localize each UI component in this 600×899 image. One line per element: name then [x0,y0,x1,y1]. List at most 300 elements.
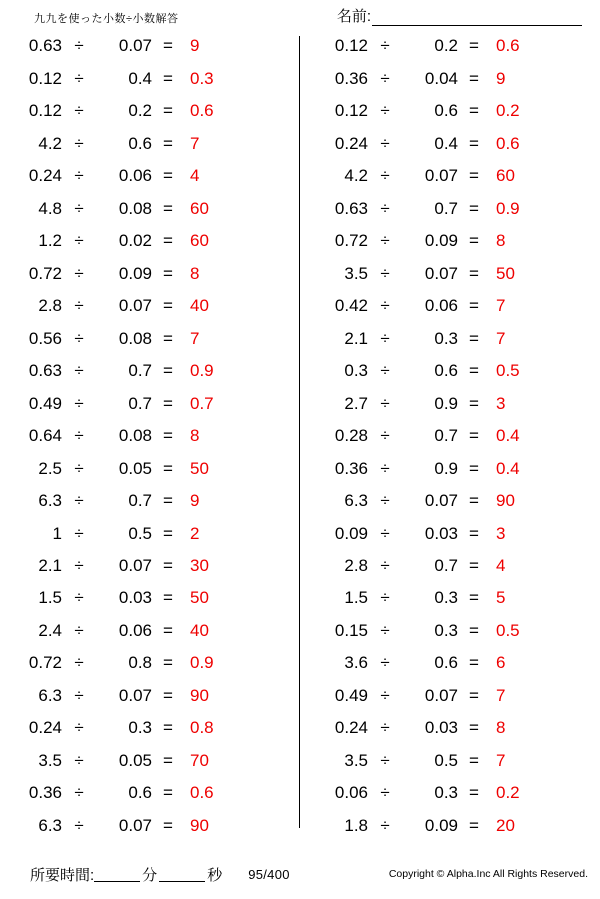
problem-row [312,452,600,484]
problem-row [312,290,600,322]
equals-icon: = [469,361,479,381]
answer-value: 6 [496,653,506,673]
equals-icon: = [163,685,173,705]
name-field-group [337,5,588,26]
operand-a: 4.2 [344,166,368,186]
answer-value: 50 [190,458,209,478]
problem-row [6,30,294,62]
answer-value: 7 [496,296,506,316]
problem-row [312,127,600,159]
equals-icon: = [469,36,479,56]
divide-icon: ÷ [380,718,390,738]
operand-a: 2.5 [38,458,62,478]
divide-icon: ÷ [74,783,84,803]
divide-icon: ÷ [74,36,84,56]
problem-row [312,257,600,289]
operand-b: 0.06 [118,166,152,186]
answer-value: 0.6 [496,133,520,153]
equals-icon: = [469,166,479,186]
equals-icon: = [469,133,479,153]
operand-b: 0.07 [424,685,458,705]
operand-a: 1.5 [38,588,62,608]
operand-b: 0.03 [118,588,152,608]
problem-row [6,777,294,809]
equals-icon: = [469,718,479,738]
problem-row [312,582,600,614]
problem-row [312,550,600,582]
operand-a: 3.6 [344,653,368,673]
divide-icon: ÷ [380,101,390,121]
answer-value: 0.9 [190,361,214,381]
divide-icon: ÷ [74,166,84,186]
divide-icon: ÷ [74,815,84,835]
problem-row [312,810,600,842]
divide-icon: ÷ [380,653,390,673]
operand-b: 0.8 [128,653,152,673]
equals-icon: = [469,296,479,316]
divide-icon: ÷ [380,393,390,413]
operand-b: 0.02 [118,231,152,251]
divide-icon: ÷ [380,523,390,543]
operand-a: 3.5 [38,750,62,770]
answer-value: 50 [496,263,515,283]
problem-row [6,420,294,452]
equals-icon: = [163,458,173,478]
answer-value: 60 [190,198,209,218]
divide-icon: ÷ [380,328,390,348]
equals-icon: = [163,198,173,218]
answer-value: 90 [190,815,209,835]
answer-value: 0.6 [496,36,520,56]
answer-value: 90 [496,491,515,511]
problem-row [6,517,294,549]
answer-value: 0.7 [190,393,214,413]
operand-b: 0.9 [434,458,458,478]
operand-b: 0.07 [118,296,152,316]
equals-icon: = [469,426,479,446]
operand-b: 0.4 [434,133,458,153]
operand-a: 0.36 [28,783,62,803]
operand-a: 6.3 [38,685,62,705]
answer-value: 0.6 [190,101,214,121]
operand-b: 0.2 [128,101,152,121]
operand-a: 3.5 [344,263,368,283]
problem-row [6,680,294,712]
problem-row [312,647,600,679]
equals-icon: = [469,783,479,803]
divide-icon: ÷ [74,231,84,251]
operand-a: 0.36 [334,458,368,478]
answer-value: 0.4 [496,458,520,478]
operand-b: 0.5 [128,523,152,543]
divide-icon: ÷ [380,68,390,88]
operand-b: 0.7 [434,426,458,446]
operand-a: 0.24 [334,133,368,153]
operand-b: 0.07 [424,166,458,186]
answer-value: 9 [496,68,506,88]
answer-value: 0.9 [496,198,520,218]
problem-row [312,30,600,62]
operand-a: 1.2 [38,231,62,251]
operand-b: 0.07 [118,685,152,705]
divide-icon: ÷ [380,296,390,316]
problem-row [6,712,294,744]
minutes-input-line[interactable] [94,866,140,882]
divide-icon: ÷ [380,426,390,446]
problem-row [312,95,600,127]
problem-row [6,387,294,419]
answer-value: 0.9 [190,653,214,673]
operand-a: 2.1 [344,328,368,348]
answer-value: 9 [190,36,200,56]
answer-value: 9 [190,491,200,511]
answer-value: 30 [190,555,209,575]
operand-b: 0.6 [128,133,152,153]
answer-value: 0.4 [496,426,520,446]
equals-icon: = [163,426,173,446]
problem-row [6,225,294,257]
divide-icon: ÷ [380,588,390,608]
operand-a: 0.63 [334,198,368,218]
answer-value: 0.2 [496,101,520,121]
answer-value: 50 [190,588,209,608]
operand-b: 0.09 [118,263,152,283]
problem-row [312,192,600,224]
operand-b: 0.07 [118,36,152,56]
operand-b: 0.03 [424,718,458,738]
time-label: 所要時間: [30,866,95,884]
answer-value: 20 [496,815,515,835]
problem-row [6,160,294,192]
page-title: 九九を使った小数÷小数解答 [34,13,179,25]
operand-a: 0.12 [28,101,62,121]
answer-value: 5 [496,588,506,608]
column-divider [299,36,300,828]
operand-b: 0.03 [424,523,458,543]
problem-row [6,127,294,159]
divide-icon: ÷ [74,458,84,478]
operand-a: 0.72 [334,231,368,251]
operand-b: 0.3 [128,718,152,738]
operand-a: 6.3 [38,815,62,835]
equals-icon: = [163,783,173,803]
operand-a: 6.3 [38,491,62,511]
operand-a: 0.36 [334,68,368,88]
equals-icon: = [469,620,479,640]
operand-b: 0.3 [434,620,458,640]
problem-row [312,517,600,549]
equals-icon: = [163,620,173,640]
operand-b: 0.3 [434,328,458,348]
operand-a: 1 [52,523,62,543]
operand-b: 0.05 [118,750,152,770]
problem-row [6,192,294,224]
operand-a: 0.24 [28,718,62,738]
equals-icon: = [469,101,479,121]
equals-icon: = [163,231,173,251]
equals-icon: = [163,296,173,316]
answer-value: 4 [496,555,506,575]
problem-row [6,647,294,679]
answer-value: 4 [190,166,200,186]
operand-a: 0.72 [28,263,62,283]
worksheet-footer [0,857,600,891]
problem-row [6,62,294,94]
answer-value: 8 [190,426,200,446]
problem-column-right [294,30,600,842]
equals-icon: = [469,263,479,283]
operand-b: 0.04 [424,68,458,88]
divide-icon: ÷ [380,361,390,381]
divide-icon: ÷ [380,198,390,218]
divide-icon: ÷ [74,750,84,770]
operand-a: 0.56 [28,328,62,348]
problem-column-left [0,30,294,842]
problem-columns [0,30,600,842]
equals-icon: = [163,393,173,413]
operand-b: 0.7 [434,555,458,575]
divide-icon: ÷ [74,685,84,705]
divide-icon: ÷ [380,263,390,283]
operand-b: 0.07 [424,491,458,511]
divide-icon: ÷ [380,555,390,575]
equals-icon: = [163,328,173,348]
operand-a: 1.8 [344,815,368,835]
problem-row [6,745,294,777]
operand-a: 0.42 [334,296,368,316]
operand-a: 0.12 [334,101,368,121]
operand-b: 0.09 [424,231,458,251]
answer-value: 7 [190,328,200,348]
problem-row [312,225,600,257]
problem-row [6,257,294,289]
problem-row [6,810,294,842]
operand-a: 0.3 [344,361,368,381]
problem-row [312,387,600,419]
problem-row [6,550,294,582]
equals-icon: = [469,750,479,770]
divide-icon: ÷ [74,361,84,381]
problem-row [312,615,600,647]
operand-b: 0.3 [434,783,458,803]
answer-value: 90 [190,685,209,705]
equals-icon: = [163,588,173,608]
divide-icon: ÷ [74,101,84,121]
divide-icon: ÷ [74,620,84,640]
equals-icon: = [163,361,173,381]
operand-b: 0.08 [118,426,152,446]
equals-icon: = [163,523,173,543]
equals-icon: = [469,815,479,835]
equals-icon: = [163,166,173,186]
operand-b: 0.07 [118,555,152,575]
equals-icon: = [469,231,479,251]
operand-a: 0.09 [334,523,368,543]
equals-icon: = [469,393,479,413]
divide-icon: ÷ [74,588,84,608]
answer-value: 8 [496,718,506,738]
divide-icon: ÷ [74,393,84,413]
worksheet-header [0,0,600,26]
answer-value: 7 [496,685,506,705]
operand-a: 4.8 [38,198,62,218]
divide-icon: ÷ [380,750,390,770]
problem-row [6,322,294,354]
equals-icon: = [163,718,173,738]
operand-b: 0.4 [128,68,152,88]
operand-b: 0.08 [118,198,152,218]
operand-b: 0.09 [424,815,458,835]
operand-a: 0.15 [334,620,368,640]
answer-value: 0.5 [496,620,520,640]
equals-icon: = [163,133,173,153]
operand-b: 0.2 [434,36,458,56]
problem-row [312,355,600,387]
problem-row [6,582,294,614]
operand-a: 0.72 [28,653,62,673]
operand-a: 0.63 [28,361,62,381]
divide-icon: ÷ [380,133,390,153]
operand-b: 0.6 [128,783,152,803]
operand-b: 0.7 [128,393,152,413]
divide-icon: ÷ [74,133,84,153]
operand-b: 0.7 [434,198,458,218]
divide-icon: ÷ [380,36,390,56]
answer-value: 7 [190,133,200,153]
operand-b: 0.6 [434,101,458,121]
problem-row [312,680,600,712]
answer-value: 2 [190,523,200,543]
operand-b: 0.07 [424,263,458,283]
divide-icon: ÷ [74,198,84,218]
answer-value: 7 [496,328,506,348]
equals-icon: = [163,750,173,770]
operand-a: 3.5 [344,750,368,770]
answer-value: 8 [190,263,200,283]
divide-icon: ÷ [74,491,84,511]
operand-a: 6.3 [344,491,368,511]
operand-b: 0.9 [434,393,458,413]
divide-icon: ÷ [74,555,84,575]
operand-a: 1.5 [344,588,368,608]
problem-row [312,712,600,744]
divide-icon: ÷ [380,458,390,478]
answer-value: 0.2 [496,783,520,803]
operand-b: 0.06 [118,620,152,640]
equals-icon: = [469,491,479,511]
equals-icon: = [163,815,173,835]
divide-icon: ÷ [380,620,390,640]
operand-b: 0.07 [118,815,152,835]
equals-icon: = [163,491,173,511]
problem-row [6,485,294,517]
divide-icon: ÷ [380,783,390,803]
operand-b: 0.7 [128,491,152,511]
seconds-unit: 秒 [207,866,223,884]
answer-value: 3 [496,393,506,413]
operand-b: 0.7 [128,361,152,381]
divide-icon: ÷ [380,231,390,251]
equals-icon: = [469,68,479,88]
equals-icon: = [163,101,173,121]
answer-value: 3 [496,523,506,543]
operand-a: 0.28 [334,426,368,446]
answer-value: 60 [190,231,209,251]
equals-icon: = [469,555,479,575]
seconds-input-line[interactable] [159,866,205,882]
answer-value: 0.5 [496,361,520,381]
problem-row [6,290,294,322]
equals-icon: = [469,328,479,348]
operand-a: 2.7 [344,393,368,413]
divide-icon: ÷ [380,166,390,186]
equals-icon: = [163,653,173,673]
operand-a: 2.8 [344,555,368,575]
problem-row [6,452,294,484]
operand-a: 0.06 [334,783,368,803]
problem-row [6,615,294,647]
answer-value: 8 [496,231,506,251]
operand-a: 0.64 [28,426,62,446]
operand-a: 2.8 [38,296,62,316]
divide-icon: ÷ [74,653,84,673]
divide-icon: ÷ [380,685,390,705]
operand-a: 0.24 [28,166,62,186]
operand-a: 0.12 [28,68,62,88]
minutes-unit: 分 [142,866,158,884]
operand-a: 0.63 [28,36,62,56]
operand-a: 2.1 [38,555,62,575]
problem-row [312,322,600,354]
answer-value: 0.6 [190,783,214,803]
operand-b: 0.3 [434,588,458,608]
divide-icon: ÷ [74,523,84,543]
equals-icon: = [469,523,479,543]
answer-value: 40 [190,620,209,640]
answer-value: 40 [190,296,209,316]
problem-row [6,355,294,387]
equals-icon: = [163,36,173,56]
divide-icon: ÷ [74,718,84,738]
problem-row [312,420,600,452]
operand-b: 0.5 [434,750,458,770]
answer-value: 7 [496,750,506,770]
operand-b: 0.05 [118,458,152,478]
operand-a: 0.49 [28,393,62,413]
equals-icon: = [163,555,173,575]
problem-row [312,62,600,94]
operand-a: 0.12 [334,36,368,56]
operand-a: 4.2 [38,133,62,153]
operand-b: 0.6 [434,361,458,381]
operand-b: 0.6 [434,653,458,673]
answer-value: 0.3 [190,68,214,88]
operand-b: 0.08 [118,328,152,348]
equals-icon: = [163,263,173,283]
equals-icon: = [469,198,479,218]
divide-icon: ÷ [74,426,84,446]
answer-value: 70 [190,750,209,770]
problem-row [6,95,294,127]
operand-a: 2.4 [38,620,62,640]
divide-icon: ÷ [380,491,390,511]
divide-icon: ÷ [380,815,390,835]
name-input-line[interactable] [372,8,582,26]
problem-row [312,745,600,777]
divide-icon: ÷ [74,68,84,88]
problem-row [312,160,600,192]
operand-a: 0.24 [334,718,368,738]
